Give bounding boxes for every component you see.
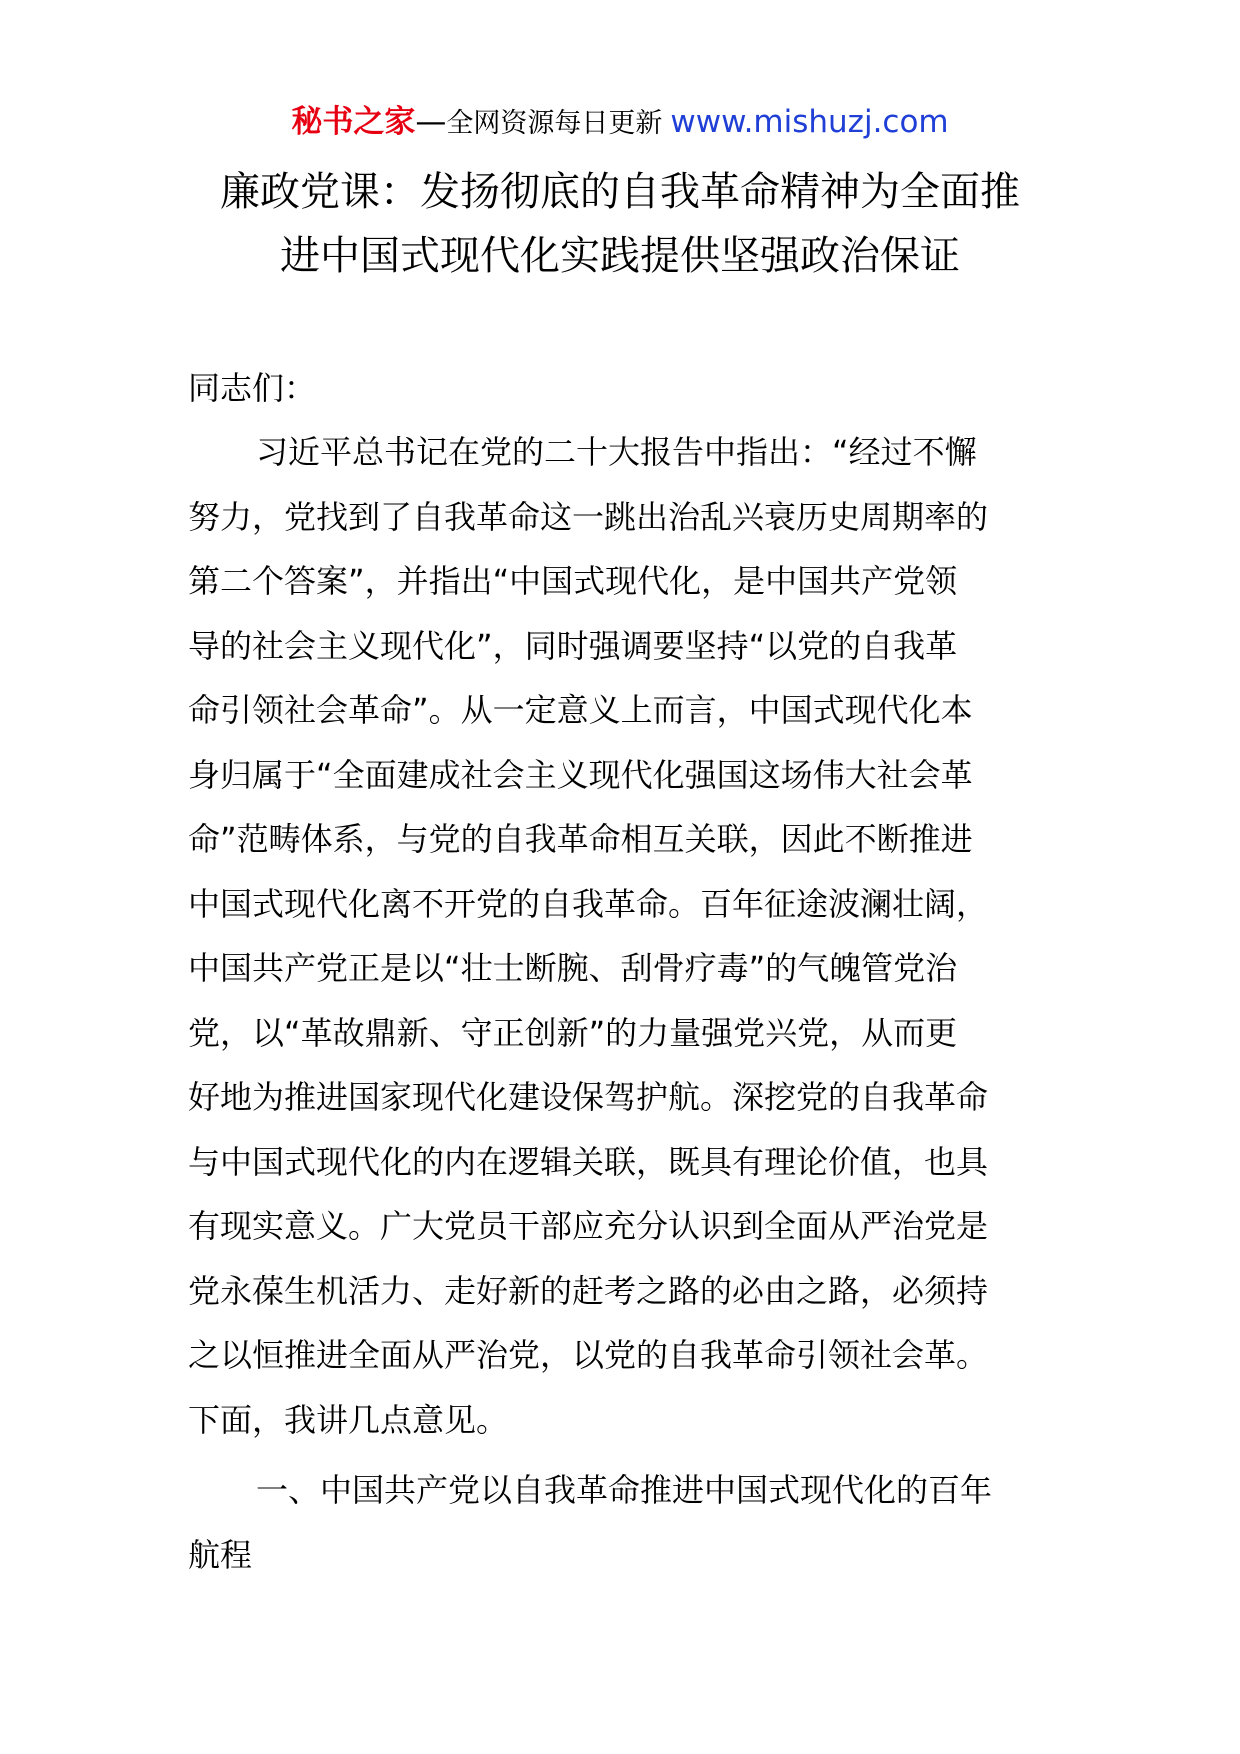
paragraph-line: 努力，党找到了自我革命这一跳出治乱兴衰历史周期率的 [188, 497, 989, 536]
site-header [0, 100, 1240, 146]
paragraph-line: 身归属于“全面建成社会主义现代化强国这场伟大社会革 [188, 755, 973, 794]
paragraph-line: 党永葆生机活力、走好新的赶考之路的必由之路，必须持 [188, 1271, 989, 1310]
paragraph-line: 下面，我讲几点意见。 [188, 1400, 509, 1439]
title-line-1: 廉政党课：发扬彻底的自我革命精神为全面推 [220, 169, 1020, 215]
paragraph-line: 好地为推进国家现代化建设保驾护航。深挖党的自我革命 [188, 1078, 989, 1116]
document-title [140, 160, 1100, 288]
paragraph-line: 命引领社会革命”。从一定意义上而言，中国式现代化本 [188, 691, 973, 729]
header-slogan: 全网资源每日更新 [446, 108, 663, 139]
paragraph-line: 有现实意义。广大党员干部应充分认识到全面从严治党是 [188, 1207, 989, 1245]
heading-line: 航程 [188, 1535, 253, 1574]
brand-name: 秘书之家 [291, 104, 416, 140]
paragraph-line: 命”范畴体系，与党的自我革命相互关联，因此不断推进 [188, 820, 973, 858]
paragraph-line: 中国共产党正是以“壮士断腕、刮骨疗毒”的气魄管党治 [188, 949, 958, 987]
title-line-2: 进中国式现代化实践提供坚强政治保证 [280, 233, 960, 279]
paragraph-line: 习近平总书记在党的二十大报告中指出：“经过不懈 [256, 433, 977, 471]
section-heading-1 [188, 1458, 1058, 1587]
paragraph-line: 导的社会主义现代化”，同时强调要坚持“以党的自我革 [188, 626, 958, 665]
salutation: 同志们： [188, 369, 317, 407]
paragraph-line: 第二个答案”，并指出“中国式现代化，是中国共产党领 [188, 562, 958, 600]
header-dash: — [415, 104, 447, 140]
site-url-link[interactable]: www.mishuzj.com [670, 104, 949, 140]
paragraph-line: 党，以“革故鼎新、守正创新”的力量强党兴党，从而更 [188, 1013, 958, 1052]
paragraph-line: 与中国式现代化的内在逻辑关联，既具有理论价值，也具 [188, 1142, 989, 1181]
document-body [188, 356, 1058, 1587]
intro-paragraph [188, 420, 1058, 1452]
heading-line: 一、中国共产党以自我革命推进中国式现代化的百年 [256, 1471, 993, 1509]
paragraph-line: 中国式现代化离不开党的自我革命。百年征途波澜壮阔， [188, 884, 989, 923]
paragraph-line: 之以恒推进全面从严治党，以党的自我革命引领社会革。 [188, 1336, 989, 1374]
